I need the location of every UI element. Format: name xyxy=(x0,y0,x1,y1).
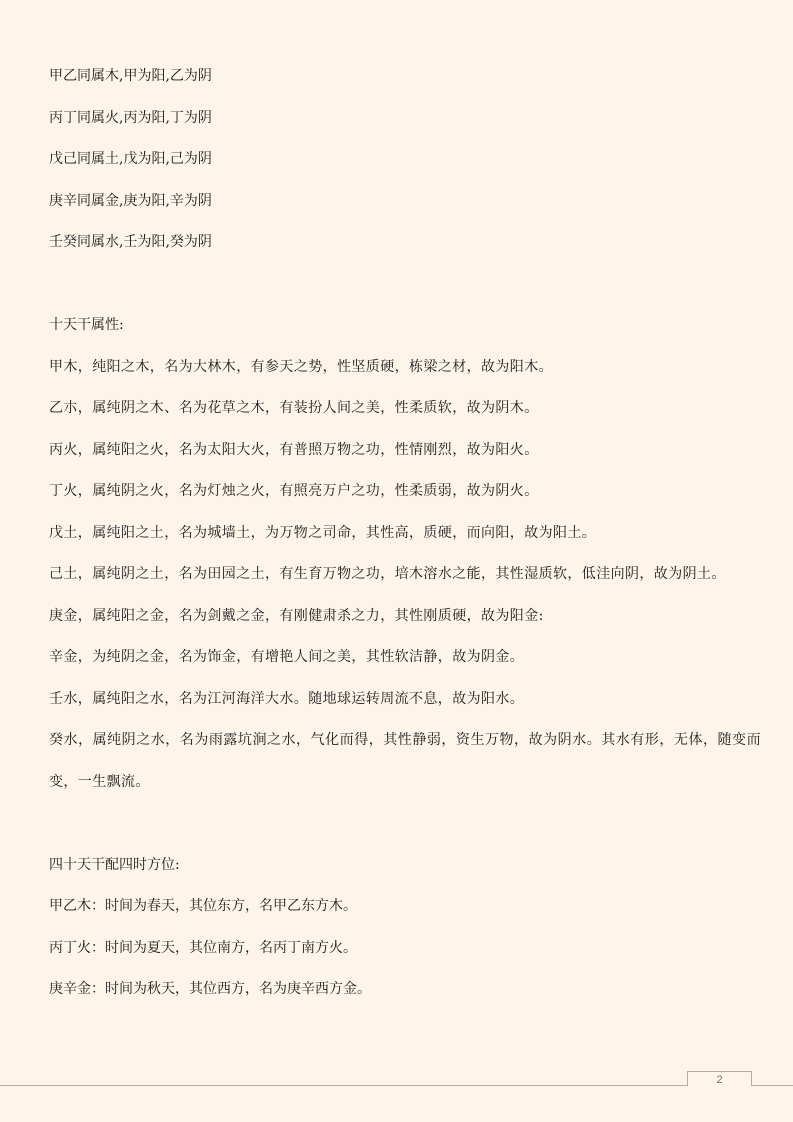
stem-paragraph-wu: 戊土，属纯阳之土，名为城墙土，为万物之司命，其性高，质硬，而向阳，故为阳土。 xyxy=(49,524,597,541)
page-number: 2 xyxy=(716,1074,723,1086)
yin-yang-line-5: 壬癸同属水,壬为阳,癸为阴 xyxy=(49,234,212,250)
stem-paragraph-xin: 辛金，为纯阴之金，名为饰金，有增艳人间之美，其性软洁静，故为阴金。 xyxy=(49,649,525,665)
footer-rule xyxy=(0,1085,793,1086)
stem-paragraph-gui: 癸水，属纯阴之水，名为雨露坑涧之水，气化而得，其性静弱，资生万物，故为阴水。其水有形，无体，随变而变，一生飘流。 xyxy=(49,732,761,790)
stem-paragraph-jia: 甲木，纯阳之木，名为大林木，有参天之势，性坚质硬，栋梁之材，故为阳木。 xyxy=(49,358,553,375)
stem-paragraph-ding: 丁火，属纯阴之火，名为灯烛之火，有照亮万户之功，性柔质弱，故为阴火。 xyxy=(49,483,539,499)
section-heading-directions: 四十天干配四时方位: xyxy=(49,856,180,873)
direction-line-metal: 庚辛金：时间为秋天，其位西方，名为庚辛西方金。 xyxy=(49,981,371,997)
stem-paragraph-yi: 乙朩，属纯阴之木、名为花草之木，有装扮人间之美，性柔质软，故为阴木。 xyxy=(49,400,539,416)
yin-yang-line-2: 丙丁同属火,丙为阳,丁为阴 xyxy=(49,109,212,126)
direction-line-fire: 丙丁火：时间为夏天，其位南方，名丙丁南方火。 xyxy=(49,939,357,956)
stem-paragraph-ren: 壬水，属纯阳之水，名为江河海洋大水。随地球运转周流不息，故为阳水。 xyxy=(49,690,525,707)
yin-yang-line-1: 甲乙同属木,甲为阳,乙为阴 xyxy=(49,68,212,84)
yin-yang-line-3: 戊己同属土,戊为阳,己为阴 xyxy=(49,151,212,167)
yin-yang-line-4: 庚辛同属金,庚为阳,辛为阴 xyxy=(49,192,212,209)
page-number-tab xyxy=(687,1071,752,1086)
stem-paragraph-ji: 己土，属纯阴之土，名为田园之土，有生育万物之功，培木溶水之能，其性湿质软，低洼向阴，故为阴土。 xyxy=(49,566,726,582)
section-heading-stems: 十天干属性: xyxy=(49,317,124,333)
stem-paragraph-bing: 丙火，属纯阳之火，名为太阳大火，有普照万物之功，性情刚烈，故为阳火。 xyxy=(49,441,539,458)
stem-paragraph-geng: 庚金，属纯阳之金，名为剑戴之金，有刚健肃杀之力，其性刚质硬，故为阳金: xyxy=(49,607,544,624)
blank-line xyxy=(49,803,761,845)
direction-line-wood: 甲乙木：时间为春天，其位东方，名甲乙东方木。 xyxy=(49,898,357,914)
document-body xyxy=(49,56,761,1011)
blank-line xyxy=(49,264,761,306)
